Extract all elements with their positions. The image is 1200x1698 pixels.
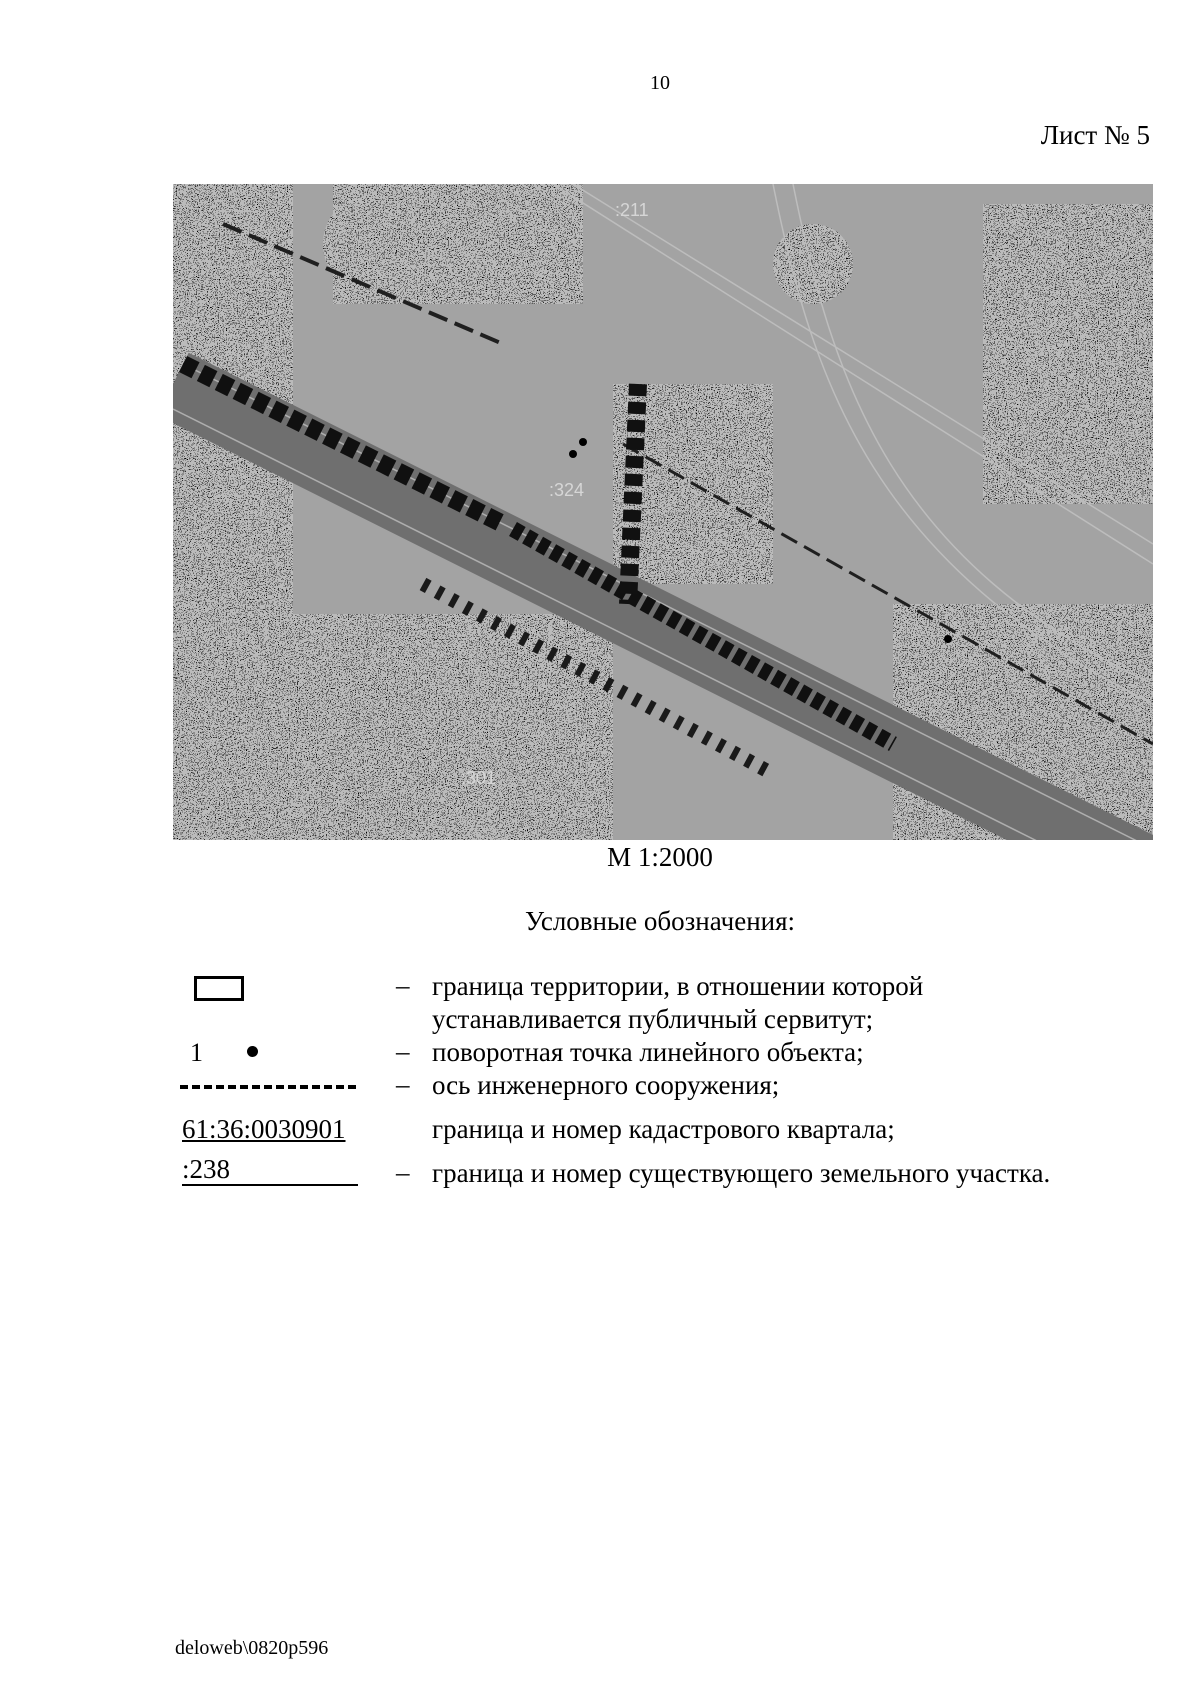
legend-dash: – [396, 1069, 410, 1099]
legend-item-boundary-cont: устанавливается публичный сервитут; [432, 1004, 874, 1034]
map-scale: М 1:2000 [607, 842, 713, 872]
footer-file-reference: deloweb\0820p596 [175, 1637, 329, 1659]
page-number: 10 [650, 72, 670, 94]
sheet-label: Лист № 5 [1040, 120, 1150, 150]
aerial-map-image [173, 184, 1153, 840]
map-label-324: :324 [549, 480, 585, 500]
map-label-301: :301 [461, 768, 497, 788]
legend-item-axis: ось инженерного сооружения; [432, 1070, 780, 1100]
cadastral-quarter-symbol: 61:36:0030901 [182, 1114, 346, 1144]
legend-dash: – [396, 970, 410, 1000]
legend-item-quarter: граница и номер кадастрового квартала; [432, 1114, 895, 1144]
turning-point-dot-icon [247, 1046, 258, 1057]
legend-dash: – [396, 1036, 410, 1066]
legend-item-boundary: граница территории, в отношении которой [432, 971, 924, 1001]
boundary-rectangle-symbol [194, 976, 244, 1001]
map-label-211: :211 [615, 200, 649, 220]
axis-dashed-line-symbol [180, 1085, 356, 1089]
point-number-symbol: 1 [190, 1038, 203, 1067]
legend-item-turning-point: поворотная точка линейного объекта; [432, 1037, 864, 1067]
legend-dash: – [396, 1157, 410, 1187]
legend-item-parcel: граница и номер существующего земельного участка. [432, 1158, 1051, 1188]
land-parcel-symbol: :238 [182, 1154, 358, 1186]
legend-title: Условные обозначения: [524, 906, 796, 936]
